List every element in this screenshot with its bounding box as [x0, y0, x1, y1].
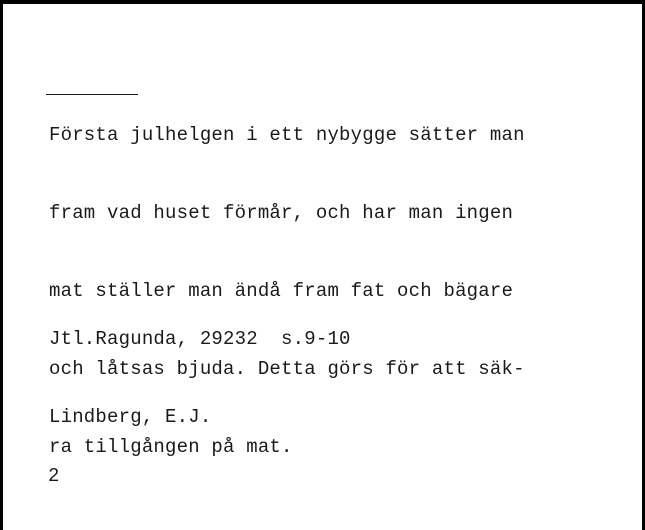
source-reference — [49, 274, 351, 482]
card-border-top — [0, 0, 645, 4]
handwritten-underline — [46, 94, 138, 95]
record-text-line: Första julhelgen i ett nybygge sätter man — [49, 124, 525, 146]
record-text-line: och låtsas bjuda. Detta görs för att säk- — [49, 358, 525, 380]
record-text-line: ra tillgången på mat. — [49, 436, 293, 458]
record-text-line: mat ställer man ändå fram fat och bägare — [49, 280, 514, 302]
page-number: 2 — [48, 465, 60, 487]
card-border-left — [0, 0, 3, 530]
record-text-line: fram vad huset förmår, och har man ingen — [49, 202, 514, 224]
source-line: Jtl.Ragunda, 29232 s.9-10 — [49, 328, 351, 350]
collector-name: Lindberg, E.J. — [49, 406, 212, 428]
